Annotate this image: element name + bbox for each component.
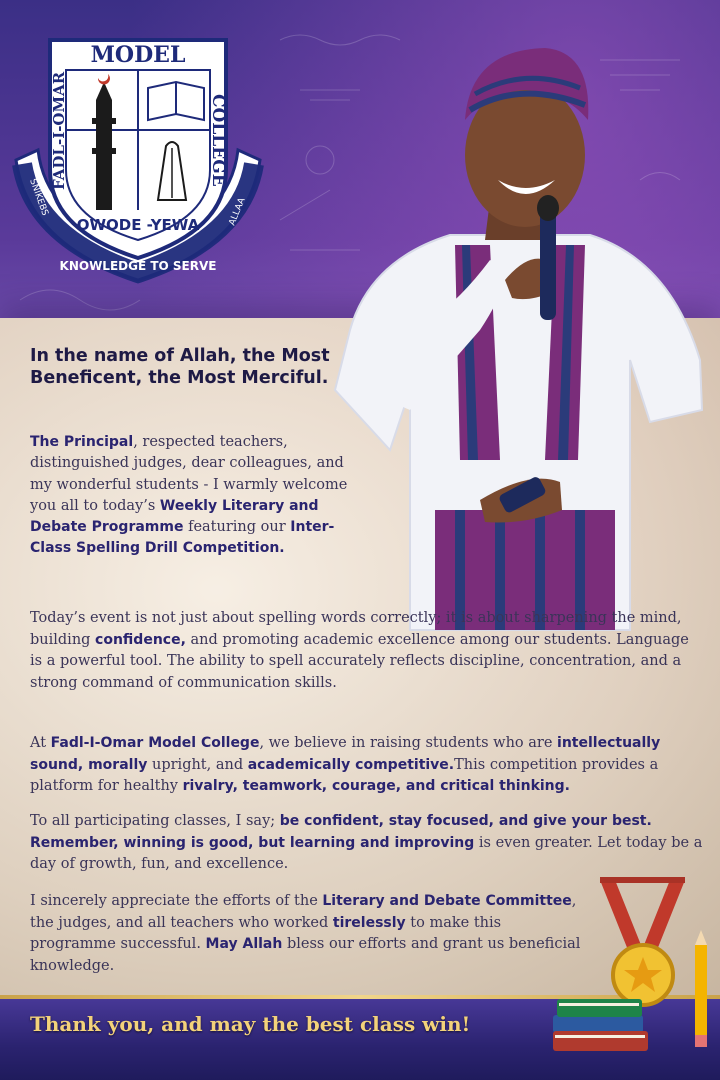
- values-paragraph: [30, 733, 710, 798]
- appreciation-paragraph: [30, 891, 590, 977]
- p3-text-4: This competition provides a platform for healthy: [30, 756, 659, 794]
- logo-left-text: FADL-I-OMAR: [50, 71, 68, 190]
- logo-motto: KNOWLEDGE TO SERVE: [59, 259, 217, 273]
- p1-bold-1: The Principal: [30, 434, 134, 450]
- p1-bold-2: Weekly Literary and Debate Programme: [30, 497, 319, 536]
- opening-heading: In the name of Allah, the Most Beneficent, the Most Merciful.: [30, 346, 330, 388]
- p3-bold-2: intellectually sound, morally: [30, 735, 661, 773]
- logo-right-text: COLLEGE: [208, 94, 228, 187]
- p1-bold-3: Inter-Class Spelling Drill Competition.: [30, 519, 335, 557]
- medal-icon: [600, 880, 685, 1005]
- p3-bold-3: academically competitive.: [247, 756, 455, 773]
- encouragement-paragraph: [30, 811, 710, 876]
- p5-text-4: bless our efforts and grant us beneficial knowledge.: [30, 936, 581, 974]
- p5-text-1: I sincerely appreciate the efforts of the: [30, 893, 323, 909]
- p5-text-2: , the judges, and all teachers who worked: [30, 893, 577, 931]
- p4-text-1: To all participating classes, I say;: [30, 813, 280, 829]
- p1-text-2: featuring our: [183, 519, 291, 536]
- p4-bold-2: Remember, winning is good, but learning and improving: [30, 834, 475, 851]
- pencil-icon: [695, 930, 707, 1047]
- welcome-paragraph: [30, 432, 370, 560]
- logo-top-text: MODEL: [90, 42, 186, 68]
- award-decoration: [545, 875, 720, 1055]
- logo-ribbon-left: SNIKEBS: [27, 177, 50, 218]
- purpose-paragraph: [30, 608, 700, 694]
- p1-text-1: , respected teachers, distinguished judges, dear colleagues, and my wonderful students - I warmly welcome you all to today’s: [30, 434, 348, 514]
- books-stack-icon: [553, 999, 648, 1051]
- p2-bold-1: confidence,: [95, 631, 186, 648]
- p5-text-3: to make this programme successful.: [30, 914, 502, 952]
- p2-text-2: and promoting academic excellence among our students. Language is a powerful tool. The ability to spell accurately reflects discipline, concentration, and a strong command of communication skills.: [30, 631, 689, 691]
- p5-bold-2: tirelessly: [332, 914, 406, 931]
- p3-bold-4: rivalry, teamwork, courage, and critical thinking.: [182, 778, 570, 794]
- p5-bold-1: Literary and Debate Committee: [322, 893, 572, 909]
- p4-bold-1: be confident, stay focused, and give your best.: [279, 813, 652, 829]
- microphone-icon: [537, 195, 559, 320]
- p5-bold-3: May Allah: [205, 936, 283, 952]
- speaker-photo: [330, 30, 720, 640]
- closing-message: Thank you, and may the best class win!: [30, 1012, 471, 1036]
- book-icon: [148, 82, 204, 120]
- p3-text-3: upright, and: [147, 756, 248, 773]
- logo-ribbon-right: ALLAA: [227, 196, 248, 228]
- p3-text-1: At: [30, 735, 51, 751]
- p3-bold-1: Fadl-I-Omar Model College: [50, 735, 260, 751]
- logo-middle-text: OWODE -YEWA: [76, 216, 200, 234]
- p4-text-2: is even greater. Let today be a day of growth, fun, and excellence.: [30, 834, 703, 872]
- school-crest-logo: [8, 30, 268, 290]
- p3-text-2: , we believe in raising students who are: [259, 735, 558, 751]
- p2-text-1: Today’s event is not just about spelling words correctly; it is about sharpening the mind, building: [30, 610, 682, 648]
